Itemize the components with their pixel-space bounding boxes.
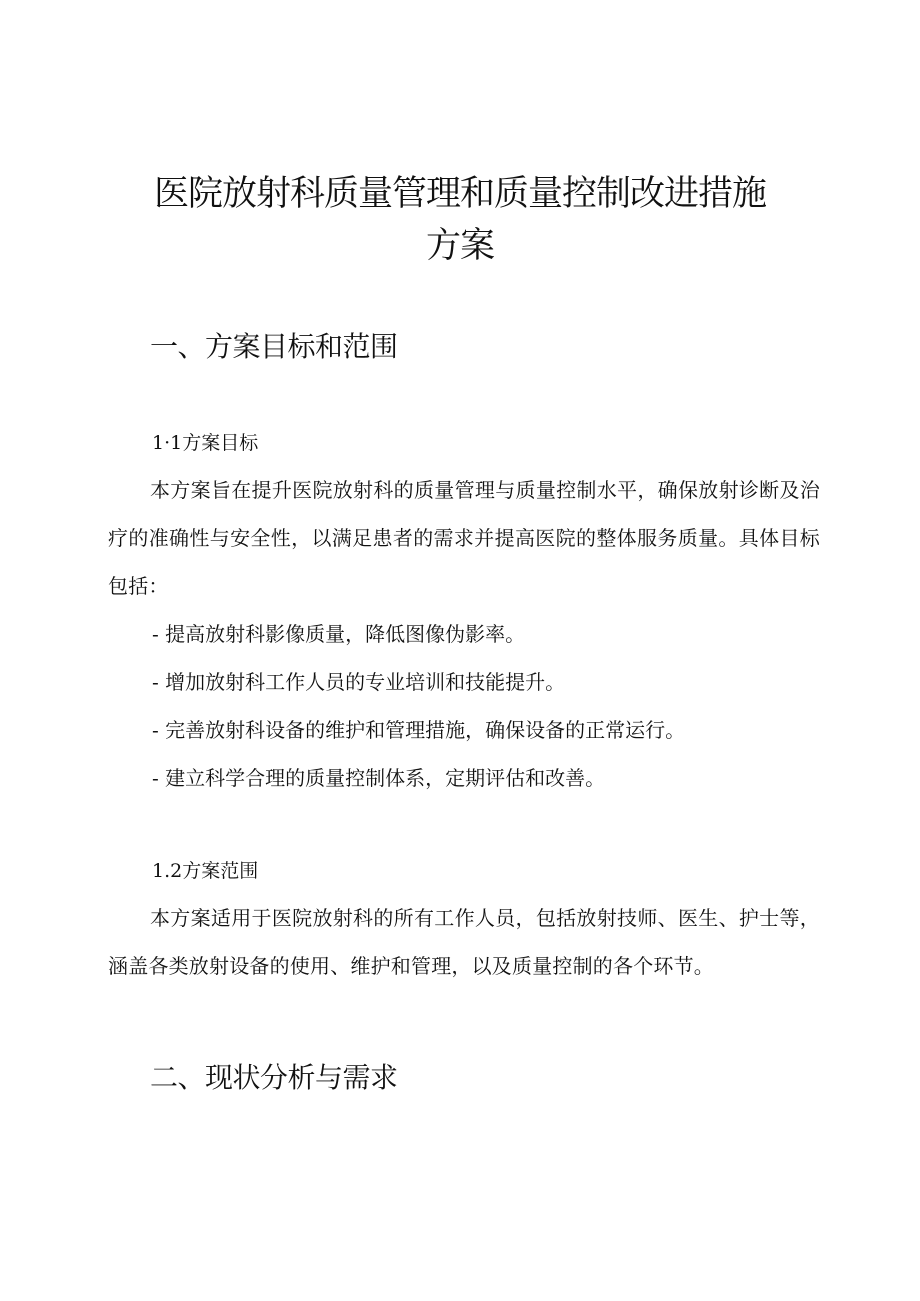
section-heading-goals-scope: 一、方案目标和范围 bbox=[150, 330, 398, 363]
subsection-heading-goals: 1·1方案目标 bbox=[152, 432, 259, 454]
goals-bullet-list bbox=[152, 610, 685, 802]
scope-paragraph: 本方案适用于医院放射科的所有工作人员，包括放射技师、医生、护士等，涵盖各类放射设备的使用、维护和管理，以及质量控制的各个环节。 bbox=[108, 906, 820, 978]
document-title bbox=[100, 168, 820, 272]
section-heading-status-needs: 二、现状分析与需求 bbox=[150, 1061, 398, 1094]
list-item: - 提高放射科影像质量，降低图像伪影率。 bbox=[152, 622, 526, 646]
list-item: - 完善放射科设备的维护和管理措施，确保设备的正常运行。 bbox=[152, 718, 686, 742]
goals-paragraph: 本方案旨在提升医院放射科的质量管理与质量控制水平，确保放射诊断及治疗的准确性与安全性，以满足患者的需求并提高医院的整体服务质量。具体目标包括： bbox=[108, 478, 820, 598]
subsection-heading-scope: 1.2方案范围 bbox=[152, 860, 259, 882]
list-item: - 建立科学合理的质量控制体系，定期评估和改善。 bbox=[152, 766, 606, 790]
document-title-line-1: 医院放射科质量管理和质量控制改进措施 bbox=[153, 174, 766, 214]
list-item: - 增加放射科工作人员的专业培训和技能提升。 bbox=[152, 670, 566, 694]
document-title-line-2: 方案 bbox=[425, 226, 494, 266]
